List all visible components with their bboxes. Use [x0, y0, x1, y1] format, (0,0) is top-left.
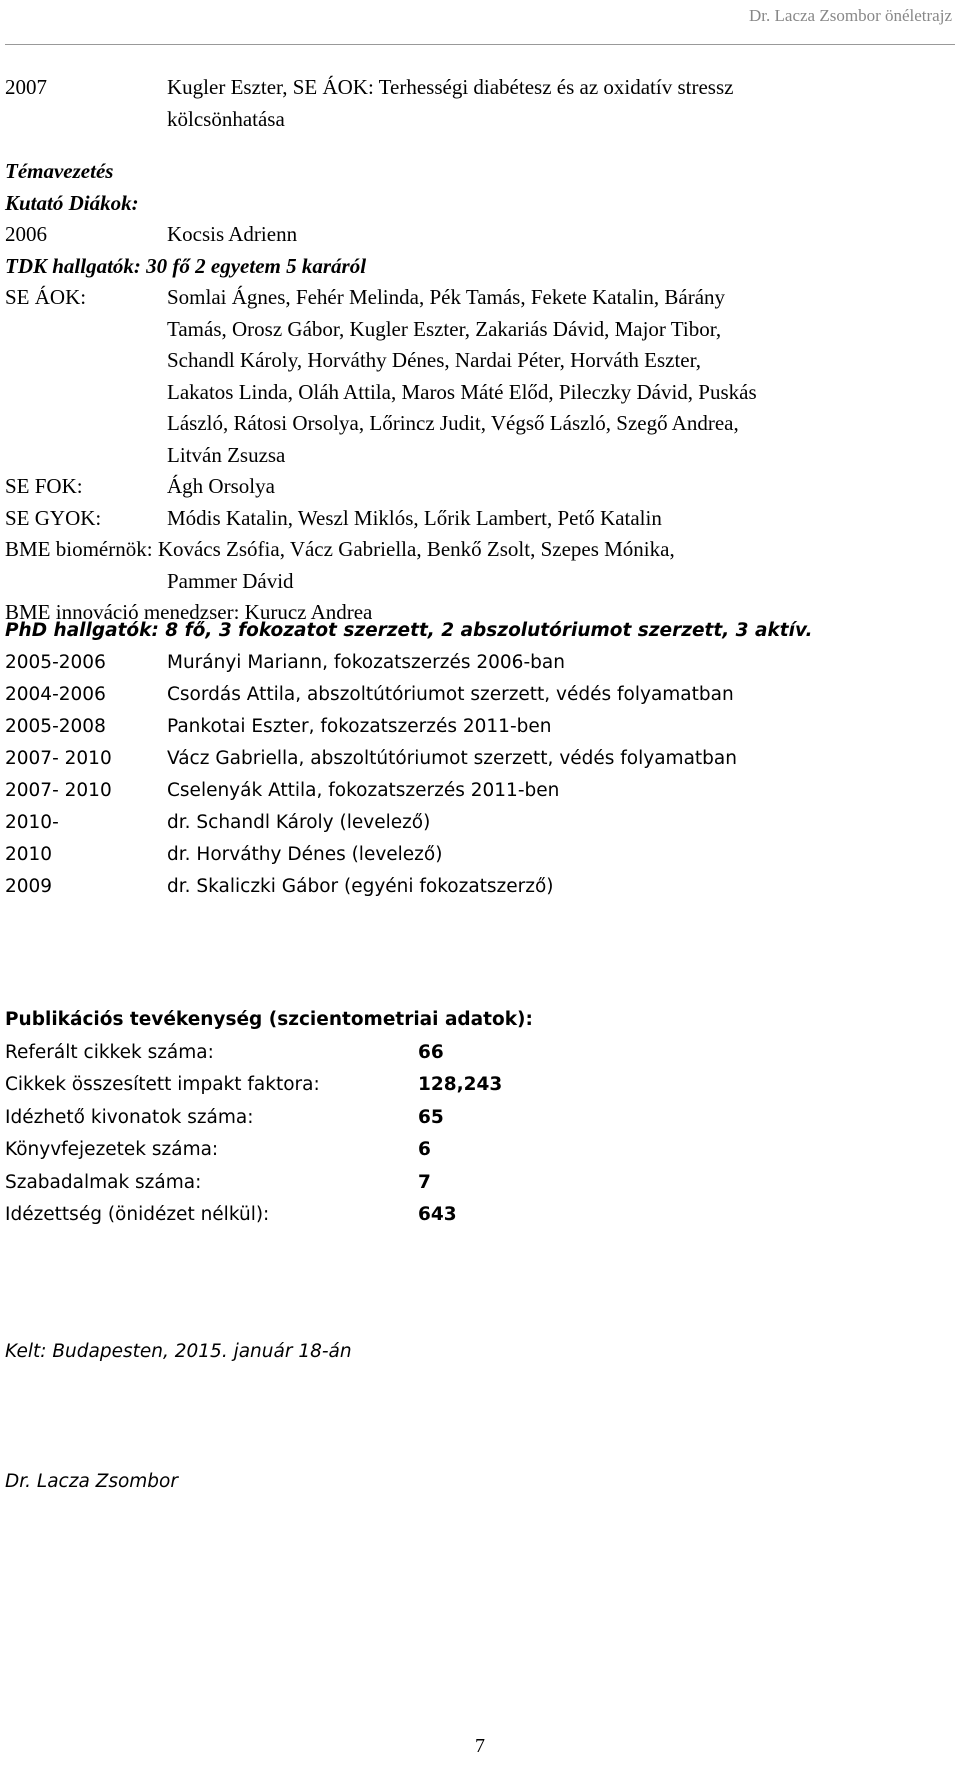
publication-stat-row — [5, 1134, 533, 1167]
page-number: 7 — [475, 1735, 485, 1757]
stat-label: Szabadalmak száma: — [5, 1171, 202, 1193]
phd-text: Csordás Attila, abszoltútóriumot szerzett, védés folyamatban — [167, 684, 734, 705]
se-fok-label: SE FOK: — [5, 474, 83, 498]
stat-label: Referált cikkek száma: — [5, 1041, 214, 1063]
phd-text: Murányi Mariann, fokozatszerzés 2006-ban — [167, 652, 565, 673]
publication-stat-row — [5, 1037, 533, 1070]
phd-years: 2010- — [5, 812, 59, 833]
se-aok-line: Schandl Károly, Horváthy Dénes, Nardai Péter, Horváth Eszter, — [167, 348, 702, 372]
se-gyok-row — [5, 503, 757, 535]
phd-text: dr. Horváthy Dénes (levelező) — [167, 844, 443, 865]
phd-row — [5, 775, 813, 807]
se-aok-row — [5, 282, 757, 314]
kutato-name: Kocsis Adrienn — [167, 222, 298, 246]
phd-text: Cselenyák Attila, fokozatszerzés 2011-ben — [167, 780, 560, 801]
top-entry-year: 2007 — [5, 75, 47, 99]
kutato-heading: Kutató Diákok: — [5, 190, 139, 215]
se-gyok-names: Módis Katalin, Weszl Miklós, Lőrik Lambert, Pető Katalin — [167, 505, 662, 530]
stat-label: Könyvfejezetek száma: — [5, 1139, 219, 1160]
phd-years: 2007- 2010 — [5, 780, 112, 801]
phd-years: 2009 — [5, 876, 53, 897]
se-fok-names: Ágh Orsolya — [167, 474, 275, 498]
top-entry — [5, 72, 733, 135]
se-aok-line: Somlai Ágnes, Fehér Melinda, Pék Tamás, Fekete Katalin, Bárány — [167, 285, 726, 309]
kutato-row — [5, 219, 757, 251]
phd-text: Vácz Gabriella, abszoltútóriumot szerzett, védés folyamatban — [167, 748, 737, 769]
phd-row — [5, 743, 813, 775]
tdk-heading: TDK hallgatók: 30 fő 2 egyetem 5 karáról — [5, 253, 367, 278]
supervision-section — [5, 156, 757, 629]
phd-row — [5, 679, 813, 711]
phd-text: Pankotai Eszter, fokozatszerzés 2011-ben — [167, 716, 552, 737]
stat-label: Idézhető kivonatok száma: — [5, 1106, 254, 1128]
phd-row — [5, 711, 813, 743]
top-entry-text-line2: kölcsönhatása — [167, 106, 285, 131]
se-aok-line: László, Rátosi Orsolya, Lőrincz Judit, Végső László, Szegő Andrea, — [167, 411, 739, 435]
phd-row — [5, 647, 813, 679]
se-aok-line: Lakatos Linda, Oláh Attila, Maros Máté Előd, Pileczky Dávid, Puskás — [167, 379, 757, 404]
phd-years: 2007- 2010 — [5, 748, 112, 769]
phd-row — [5, 807, 813, 839]
stat-label: Idézettség (önidézet nélkül): — [5, 1204, 270, 1225]
se-aok-line: Tamás, Orosz Gábor, Kugler Eszter, Zakariás Dávid, Major Tibor, — [167, 316, 722, 341]
top-entry-text-line1: Kugler Eszter, SE ÁOK: Terhességi diabétesz és az oxidatív stressz — [167, 75, 734, 99]
se-gyok-label: SE GYOK: — [5, 505, 102, 530]
se-aok-label: SE ÁOK: — [5, 285, 87, 309]
publication-stat-row — [5, 1199, 533, 1232]
phd-row — [5, 839, 813, 871]
stat-value: 65 — [418, 1106, 444, 1128]
stat-value: 66 — [418, 1041, 444, 1063]
phd-years: 2005-2008 — [5, 716, 106, 737]
bme-bio-line2: Pammer Dávid — [167, 568, 294, 593]
stat-value: 643 — [418, 1204, 457, 1225]
header-rule — [5, 44, 955, 45]
stat-value: 7 — [418, 1171, 431, 1193]
phd-heading: PhD hallgatók: 8 fő, 3 fokozatot szerzett, 2 abszolutóriumot szerzett, 3 aktív. — [5, 620, 813, 641]
bme-bio-line1: BME biomérnök: Kovács Zsófia, Vácz Gabriella, Benkő Zsolt, Szepes Mónika, — [5, 537, 675, 561]
stat-value: 128,243 — [418, 1074, 503, 1095]
publication-stat-row — [5, 1102, 533, 1135]
phd-section — [5, 615, 813, 903]
phd-years: 2005-2006 — [5, 652, 106, 673]
publications-section — [5, 1004, 533, 1232]
phd-years: 2004-2006 — [5, 684, 106, 705]
publications-heading: Publikációs tevékenység (szcientometriai adatok): — [5, 1009, 533, 1030]
se-aok-line: Litván Zsuzsa — [167, 442, 286, 467]
stat-label: Cikkek összesített impakt faktora: — [5, 1074, 320, 1095]
phd-text: dr. Skaliczki Gábor (egyéni fokozatszerző) — [167, 876, 554, 897]
phd-years: 2010 — [5, 844, 53, 865]
supervision-heading: Témavezetés — [5, 159, 114, 183]
signature-name: Dr. Lacza Zsombor — [5, 1471, 178, 1492]
publication-stat-row — [5, 1167, 533, 1200]
kutato-year: 2006 — [5, 222, 47, 246]
phd-text: dr. Schandl Károly (levelező) — [167, 812, 431, 833]
bme-inno: BME innováció menedzser: Kurucz Andrea — [5, 600, 373, 624]
phd-row — [5, 871, 813, 903]
se-fok-row — [5, 471, 757, 503]
publication-stat-row — [5, 1069, 533, 1102]
stat-value: 6 — [418, 1139, 431, 1160]
place-date: Kelt: Budapesten, 2015. január 18-án — [5, 1341, 352, 1362]
running-header: Dr. Lacza Zsombor önéletrajz — [749, 6, 952, 25]
